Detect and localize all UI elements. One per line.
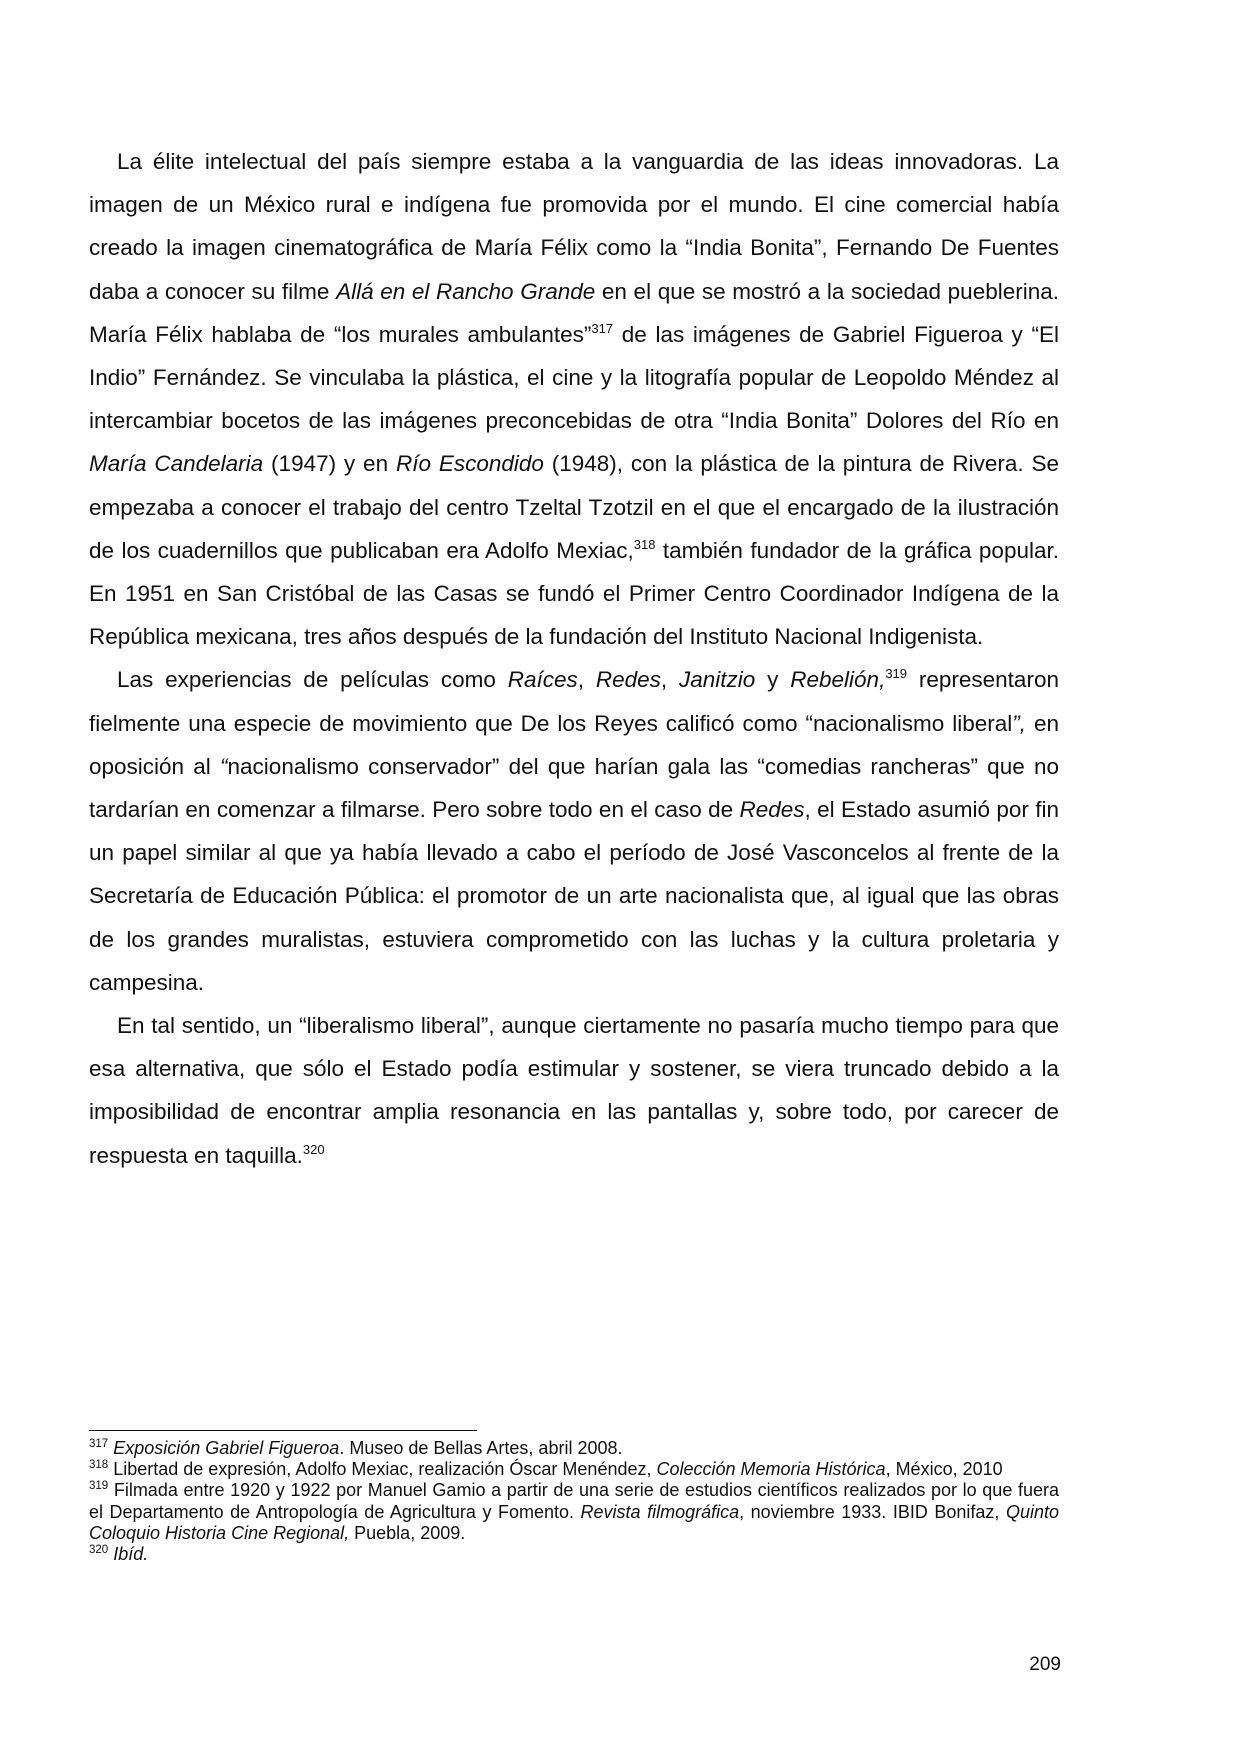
footnote-marker: 320 [302,1141,325,1157]
italic-text: “ [220,753,228,779]
text-run: Filmada entre 1920 y 1922 por Manuel Gamio a partir de una serie de estudios científicos realizados por lo que fuera el Departamento de Antropología de Agricultura y Fomento. [89,1480,1059,1522]
text-run: (1948), con la plástica de la pintura de Rivera. Se empezaba a conocer el trabajo del centro Tzeltal Tzotzil en el que el encargado de la ilustración de los cuadernillos que publicaban era Adolfo Mexiac, [89,451,1059,563]
footnote-marker: 319 [89,1480,109,1493]
page-number: 209 [1029,1654,1061,1675]
text-run: . Museo de Bellas Artes, abril 2008. [339,1438,623,1458]
footnote [89,1438,1059,1459]
italic-text: Allá en el Rancho Grande [336,278,596,304]
footnote-separator [89,1430,477,1431]
text-run: , el Estado asumió por fin un papel similar al que ya había llevado a cabo el período de José Vasconcelos al frente de la Secretaría de Educación Pública: el promotor de un arte nacionalista que, al igual que las obras de los grandes muralistas, estuviera comprometido con las luchas y la cultura proletaria y campesina. [89,797,1059,995]
text-run: y [755,667,791,693]
paragraph [89,658,1059,1004]
paragraph [89,140,1059,658]
footnote-marker: 318 [89,1459,109,1472]
text-run: La élite intelectual del país siempre estaba a la vanguardia de las ideas innovadoras. La imagen de un México rural e indígena fue promovida por el mundo. El cine comercial había creado la imagen cinematográfica de María Félix como la “India Bonita”, Fernando De Fuentes daba a conocer su filme [89,149,1059,304]
text-run: En tal sentido, un “liberalismo liberal”, aunque ciertamente no pasaría mucho tiempo para que esa alternativa, que sólo el Estado podía estimular y sostener, se viera truncado debido a la imposibilidad de encontrar amplia resonancia en las pantallas y, sobre todo, por carecer de respuesta en taquilla. [89,1013,1059,1168]
text-run: , [577,667,596,693]
text-run: , noviembre 1933. IBID Bonifaz, [739,1501,1006,1522]
text-run: Libertad de expresión, Adolfo Mexiac, realización Óscar Menéndez, [108,1459,657,1480]
text-run: de las imágenes de Gabriel Figueroa y “El Indio” Fernández. Se vinculaba la plástica, el cine y la litografía popular de Leopoldo Méndez al intercambiar bocetos de las imágenes preconcebidas de otra “India Bonita” Dolores del Río en [89,321,1059,434]
footnote-marker: 319 [885,666,908,682]
body-text [89,140,1059,1177]
italic-text: Redes [595,667,661,693]
text-run: también fundador de la gráfica popular. En 1951 en San Cristóbal de las Casas se fundó el Primer Centro Coordinador Indígena de la República mexicana, tres años después de la fundación del Instituto Nacional Indigenista. [89,537,1059,650]
text-run: , [660,667,679,693]
italic-text: ”, [1012,710,1027,736]
text-run: en el que se mostró a la sociedad pueblerina. María Félix hablaba de “los murales ambulantes” [89,278,1060,347]
text-run: representaron fielmente una especie de movimiento que De los Reyes calificó como “nacionalismo liberal [89,667,1059,736]
footnote [89,1544,1059,1565]
footnote [89,1480,1059,1544]
text-run: en oposición al [89,710,1060,779]
italic-text: Colección Memoria Histórica [656,1459,886,1480]
italic-text: Exposición Gabriel Figueroa [113,1438,340,1458]
italic-text: Raíces [507,667,578,693]
italic-text: Ibíd. [113,1544,149,1565]
paragraph [89,1004,1059,1177]
text-run: (1947) y en [263,451,396,477]
footnote [89,1459,1059,1480]
text-run: , México, 2010 [885,1459,1003,1480]
footnote-marker: 317 [591,320,614,336]
text-run: Las experiencias de películas como [117,667,508,693]
italic-text: Revista filmográfica [580,1501,740,1522]
footnote-marker: 320 [89,1544,109,1557]
text-run: nacionalismo conservador” del que harían gala las “comedias rancheras” que no tardarían en comenzar a filmarse. Pero sobre todo en el caso de [89,753,1059,823]
footnote-marker: 318 [633,536,656,552]
italic-text: Río Escondido [395,451,544,477]
italic-text: Rebelión, [790,667,886,693]
italic-text: María Candelaria [89,451,264,477]
footnotes [89,1438,1059,1565]
italic-text: Janitzio [679,667,756,693]
italic-text: Quinto Coloquio Historia Cine Regional, [89,1501,1059,1543]
italic-text: Redes [739,797,805,823]
footnote-marker: 317 [89,1438,109,1450]
text-run: Puebla, 2009. [349,1522,466,1543]
